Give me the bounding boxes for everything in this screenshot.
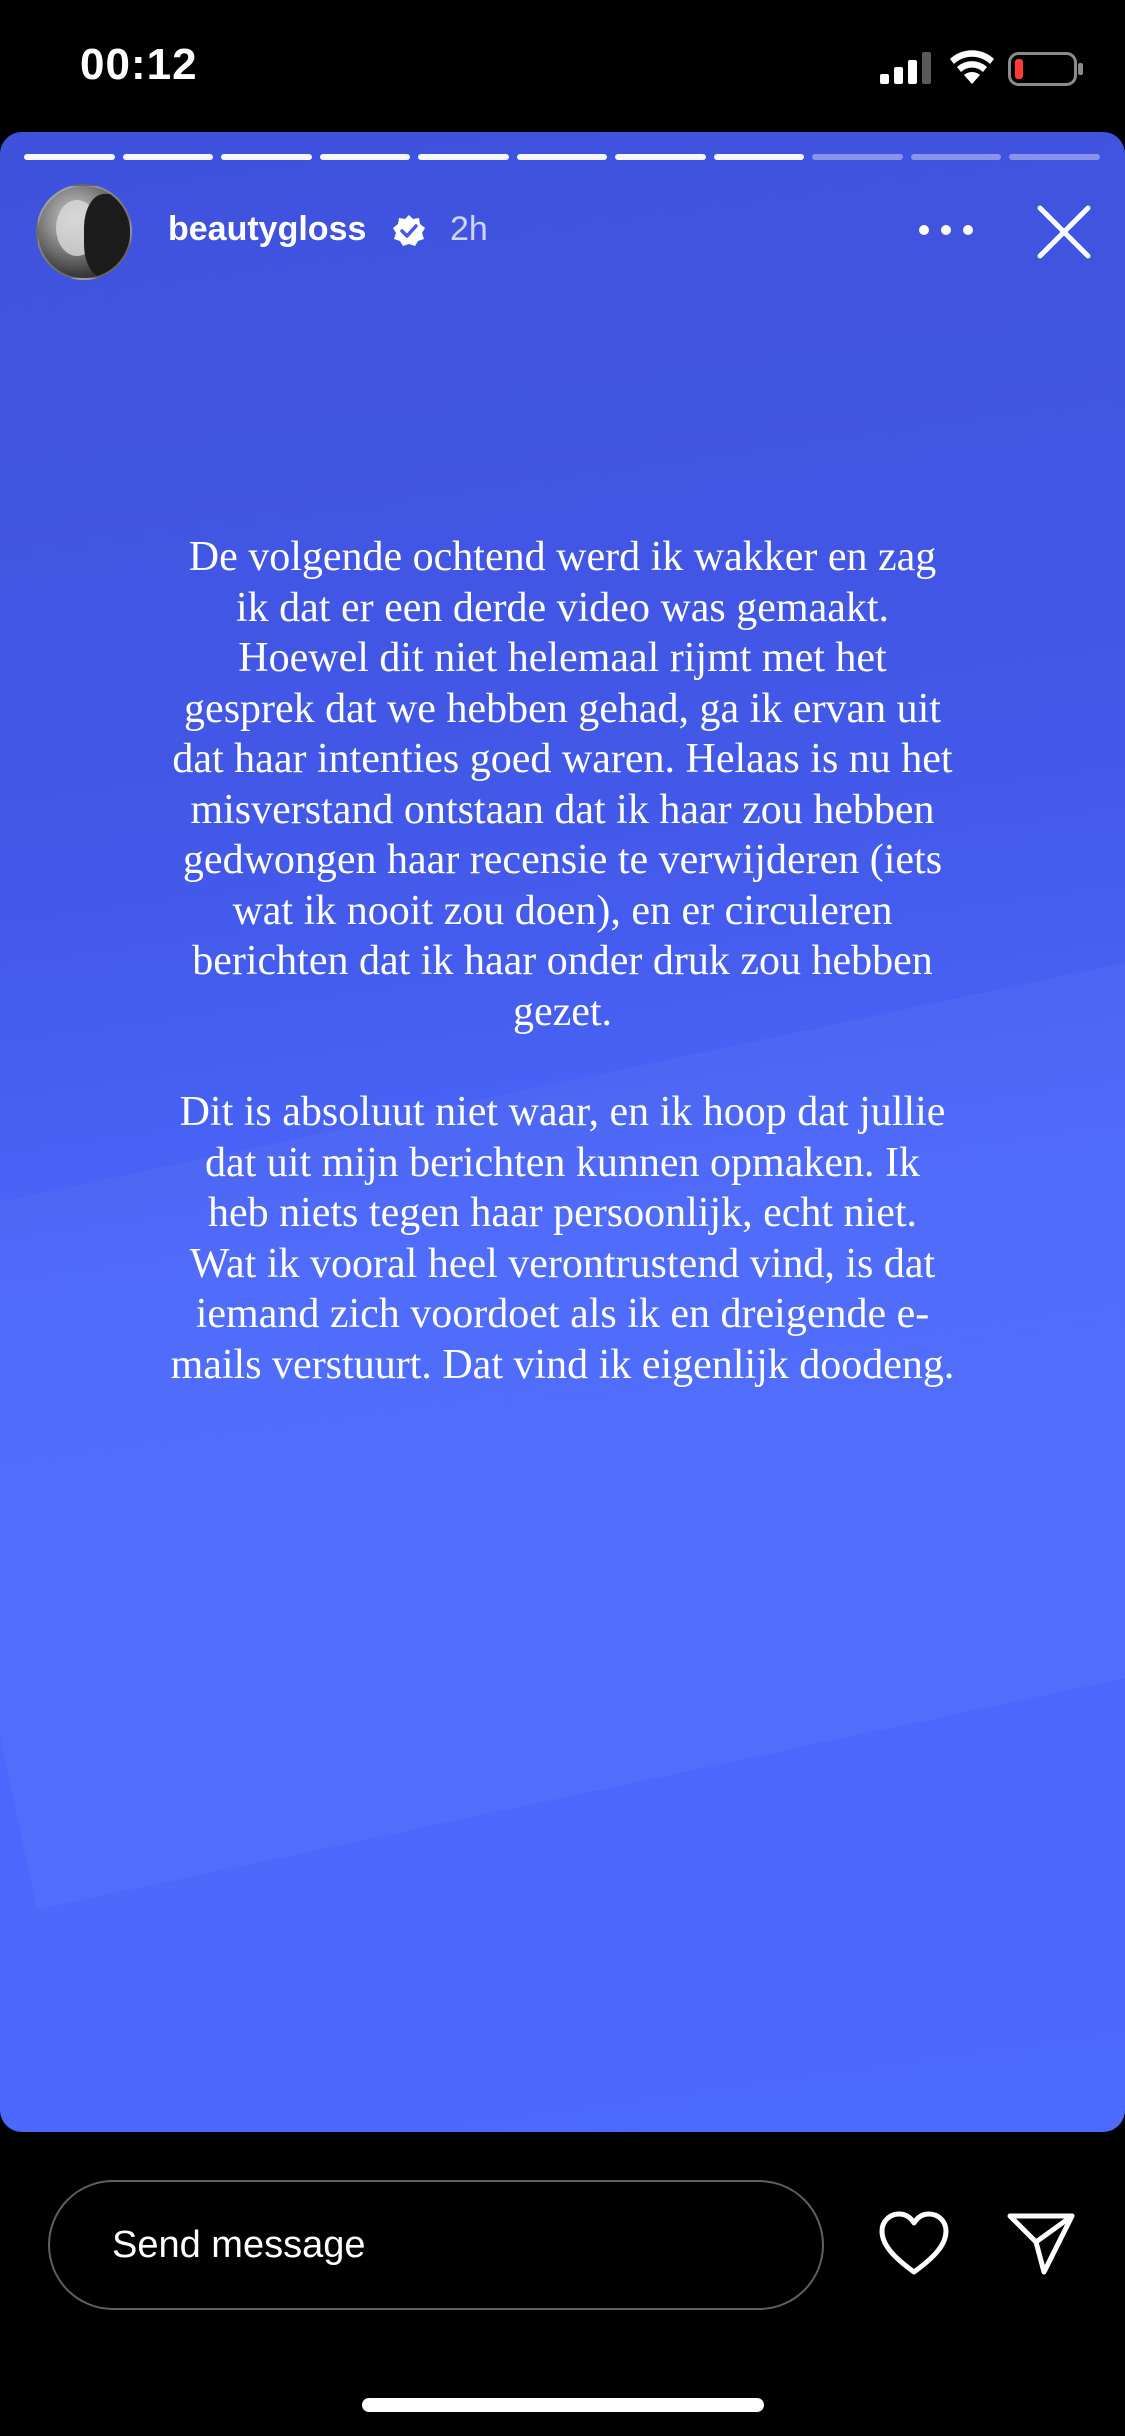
- close-icon[interactable]: [1034, 202, 1094, 262]
- progress-segment: [615, 154, 706, 160]
- verified-badge-icon: [392, 214, 426, 248]
- wifi-icon: [948, 48, 996, 86]
- progress-segment: [24, 154, 115, 160]
- progress-segment: [1009, 154, 1100, 160]
- send-message-placeholder: Send message: [112, 2224, 366, 2266]
- post-time: 2h: [450, 210, 488, 248]
- story-progress-bar: [24, 154, 1100, 160]
- status-time: 00:12: [80, 40, 198, 89]
- send-message-input[interactable]: [48, 2180, 824, 2310]
- progress-segment: [911, 154, 1002, 160]
- progress-segment: [418, 154, 509, 160]
- story-paragraph-2: Dit is absoluut niet waar, en ik hoop dat jullie dat uit mijn berichten kunnen opmaken. Ik heb niets tegen haar persoonlijk, echt niet. Wat ik vooral heel verontrustend vind, is dat iemand zich voordoet als ik en dreigende e-mails verstuurt. Dat vind ik eigenlijk doodeng.: [170, 1089, 955, 1388]
- cellular-signal-icon: [880, 52, 934, 84]
- more-options-icon[interactable]: [916, 218, 976, 242]
- home-indicator: [362, 2398, 764, 2412]
- progress-segment: [320, 154, 411, 160]
- story-text: [170, 532, 955, 1390]
- progress-segment: [123, 154, 214, 160]
- progress-segment: [221, 154, 312, 160]
- story-paragraph-1: De volgende ochtend werd ik wakker en zag ik dat er een derde video was gemaakt. Hoewel dit niet helemaal rijmt met het gesprek dat we hebben gehad, ga ik ervan uit dat haar intenties goed waren. Helaas is nu het misverstand ontstaan dat ik haar zou hebben gedwongen haar recensie te verwijderen (iets wat ik nooit zou doen), en er circuleren berichten dat ik haar onder druk zou hebben gezet.: [172, 534, 953, 1035]
- progress-segment: [812, 154, 903, 160]
- send-icon[interactable]: [1006, 2210, 1076, 2276]
- status-bar: [0, 0, 1125, 130]
- progress-segment: [517, 154, 608, 160]
- story-card[interactable]: [0, 132, 1125, 2132]
- avatar[interactable]: [36, 184, 132, 280]
- username[interactable]: beautygloss: [168, 210, 367, 248]
- progress-segment: [714, 154, 805, 160]
- heart-icon[interactable]: [878, 2210, 950, 2276]
- battery-low-icon: [1008, 52, 1084, 86]
